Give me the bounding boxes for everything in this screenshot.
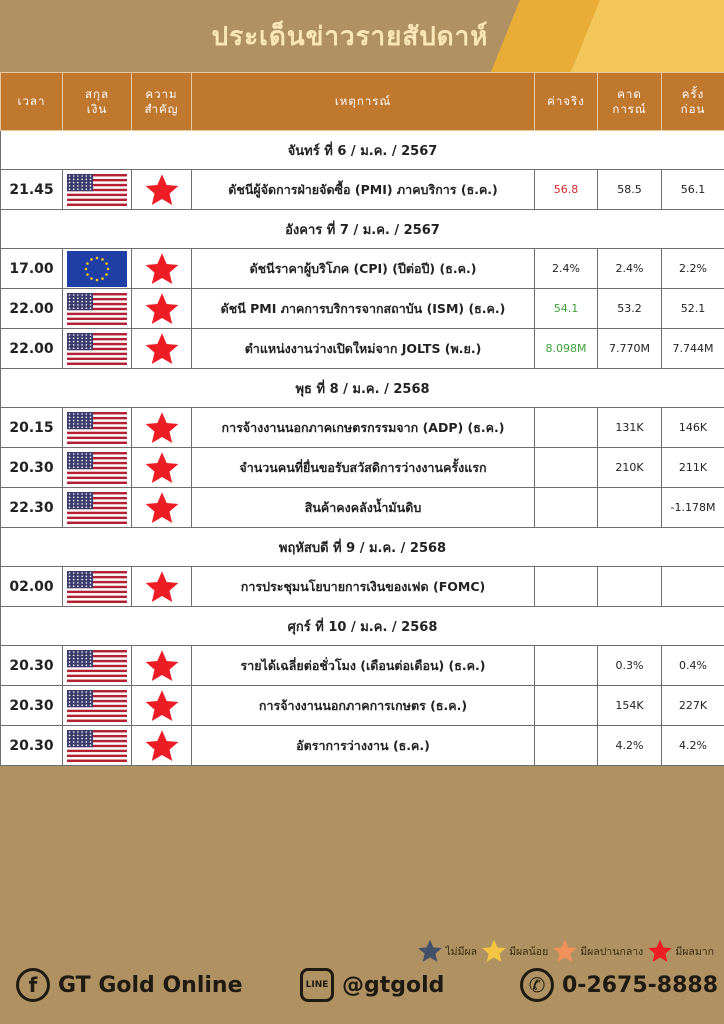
event-name: การจ้างงานนอกภาคเกษตรกรรมจาก (ADP) (ธ.ค.) [192, 408, 535, 448]
table-row [1, 726, 724, 766]
currency-cell [63, 448, 132, 488]
forecast-value: 154K [598, 686, 662, 726]
legend-star-icon [647, 938, 673, 964]
actual-value [535, 408, 598, 448]
previous-value: 2.2% [662, 249, 724, 289]
legend-label: มีผลปานกลาง [580, 945, 644, 958]
page-title: ประเด็นข่าวรายสัปดาห์ [211, 22, 489, 52]
us-flag [67, 174, 127, 206]
previous-value: 0.4% [662, 646, 724, 686]
table-row [1, 448, 724, 488]
event-time: 22.00 [1, 289, 63, 329]
event-time: 02.00 [1, 567, 63, 607]
legend-item [647, 938, 714, 964]
us-flag [67, 412, 127, 444]
legend-label: มีผลมาก [675, 945, 714, 958]
event-name: การประชุมนโยบายการเงินของเฟด (FOMC) [192, 567, 535, 607]
table-row [1, 686, 724, 726]
legend-item [552, 938, 643, 964]
actual-value [535, 726, 598, 766]
forecast-value: 210K [598, 448, 662, 488]
high-importance-star-icon [144, 490, 180, 526]
event-name: อัตราการว่างงาน (ธ.ค.) [192, 726, 535, 766]
day-header-row [1, 369, 724, 408]
importance-cell [132, 726, 192, 766]
high-importance-star-icon [144, 251, 180, 287]
currency-cell [63, 329, 132, 369]
us-flag [67, 333, 127, 365]
event-name: การจ้างงานนอกภาคการเกษตร (ธ.ค.) [192, 686, 535, 726]
legend-label: ไม่มีผล [445, 945, 478, 958]
legend-star-icon [417, 938, 443, 964]
forecast-value: 2.4% [598, 249, 662, 289]
day-label: ศุกร์ ที่ 10 / ม.ค. / 2568 [1, 607, 724, 646]
previous-value: 211K [662, 448, 724, 488]
forecast-value [598, 567, 662, 607]
high-importance-star-icon [144, 172, 180, 208]
legend-star-icon [552, 938, 578, 964]
header-importance: ความ สำคัญ [132, 73, 192, 131]
day-label: พุธ ที่ 8 / ม.ค. / 2568 [1, 369, 724, 408]
previous-value: 56.1 [662, 170, 724, 210]
us-flag [67, 571, 127, 603]
currency-cell [63, 567, 132, 607]
table-row [1, 170, 724, 210]
facebook-contact[interactable] [16, 968, 243, 1002]
forecast-value: 4.2% [598, 726, 662, 766]
importance-legend [415, 938, 714, 964]
importance-cell [132, 289, 192, 329]
event-name: ดัชนีราคาผู้บริโภค (CPI) (ปีต่อปี) (ธ.ค.) [192, 249, 535, 289]
forecast-value: 58.5 [598, 170, 662, 210]
high-importance-star-icon [144, 569, 180, 605]
page-header [0, 0, 724, 72]
facebook-icon: f [16, 968, 50, 1002]
legend-item [417, 938, 477, 964]
actual-value [535, 567, 598, 607]
event-time: 20.30 [1, 646, 63, 686]
header-previous: ครั้ง ก่อน [662, 73, 724, 131]
event-time: 20.30 [1, 726, 63, 766]
high-importance-star-icon [144, 648, 180, 684]
forecast-value: 131K [598, 408, 662, 448]
header-forecast: คาด การณ์ [598, 73, 662, 131]
table-row [1, 249, 724, 289]
importance-cell [132, 329, 192, 369]
event-time: 17.00 [1, 249, 63, 289]
importance-cell [132, 686, 192, 726]
event-time: 22.00 [1, 329, 63, 369]
importance-cell [132, 646, 192, 686]
actual-value [535, 448, 598, 488]
table-row [1, 289, 724, 329]
previous-value: 227K [662, 686, 724, 726]
importance-cell [132, 448, 192, 488]
header-currency: สกุล เงิน [63, 73, 132, 131]
previous-value: 146K [662, 408, 724, 448]
eu-flag [67, 251, 127, 287]
event-time: 20.15 [1, 408, 63, 448]
high-importance-star-icon [144, 688, 180, 724]
actual-value [535, 686, 598, 726]
day-label: พฤหัสบดี ที่ 9 / ม.ค. / 2568 [1, 528, 724, 567]
header-event: เหตุการณ์ [192, 73, 535, 131]
importance-cell [132, 408, 192, 448]
actual-value: 56.8 [535, 170, 598, 210]
currency-cell [63, 646, 132, 686]
importance-cell [132, 170, 192, 210]
legend-star-icon [481, 938, 507, 964]
legend-item [481, 938, 548, 964]
importance-cell [132, 488, 192, 528]
currency-cell [63, 289, 132, 329]
previous-value: 7.744M [662, 329, 724, 369]
currency-cell [63, 408, 132, 448]
day-header-row [1, 607, 724, 646]
day-label: จันทร์ ที่ 6 / ม.ค. / 2567 [1, 131, 724, 170]
forecast-value: 7.770M [598, 329, 662, 369]
phone-number: 0-2675-8888 [562, 972, 719, 998]
previous-value: 52.1 [662, 289, 724, 329]
phone-contact[interactable] [520, 968, 718, 1002]
high-importance-star-icon [144, 410, 180, 446]
day-label: อังคาร ที่ 7 / ม.ค. / 2567 [1, 210, 724, 249]
currency-cell [63, 170, 132, 210]
high-importance-star-icon [144, 331, 180, 367]
event-name: ตำแหน่งงานว่างเปิดใหม่จาก JOLTS (พ.ย.) [192, 329, 535, 369]
day-header-row [1, 131, 724, 170]
event-name: จำนวนคนที่ยื่นขอรับสวัสดิการว่างงานครั้งแรก [192, 448, 535, 488]
high-importance-star-icon [144, 450, 180, 486]
high-importance-star-icon [144, 728, 180, 764]
event-time: 21.45 [1, 170, 63, 210]
facebook-name: GT Gold Online [58, 972, 243, 998]
us-flag [67, 730, 127, 762]
actual-value: 2.4% [535, 249, 598, 289]
currency-cell [63, 686, 132, 726]
event-name: ดัชนี PMI ภาคการบริการจากสถาบัน (ISM) (ธ.ค.) [192, 289, 535, 329]
economic-calendar-table [0, 72, 724, 766]
event-name: สินค้าคงคลังน้ำมันดิบ [192, 488, 535, 528]
header-actual: ค่าจริง [535, 73, 598, 131]
currency-cell [63, 249, 132, 289]
day-header-row [1, 528, 724, 567]
previous-value: -1.178M [662, 488, 724, 528]
us-flag [67, 452, 127, 484]
actual-value: 8.098M [535, 329, 598, 369]
actual-value [535, 488, 598, 528]
table-body [1, 131, 724, 766]
table-row [1, 488, 724, 528]
forecast-value: 53.2 [598, 289, 662, 329]
actual-value [535, 646, 598, 686]
event-name: รายได้เฉลี่ยต่อชั่วโมง (เดือนต่อเดือน) (ธ.ค.) [192, 646, 535, 686]
us-flag [67, 650, 127, 682]
previous-value [662, 567, 724, 607]
table-row [1, 646, 724, 686]
us-flag [67, 690, 127, 722]
line-icon: LINE [300, 968, 334, 1002]
footer [0, 930, 724, 1024]
phone-icon: ✆ [520, 968, 554, 1002]
actual-value: 54.1 [535, 289, 598, 329]
line-id: @gtgold [342, 972, 445, 998]
header-time: เวลา [1, 73, 63, 131]
importance-cell [132, 249, 192, 289]
table-row [1, 567, 724, 607]
table-row [1, 408, 724, 448]
legend-label: มีผลน้อย [509, 945, 549, 958]
day-header-row [1, 210, 724, 249]
line-contact[interactable] [300, 968, 444, 1002]
table-row [1, 329, 724, 369]
table-header-row [1, 73, 724, 131]
event-time: 22.30 [1, 488, 63, 528]
currency-cell [63, 726, 132, 766]
currency-cell [63, 488, 132, 528]
us-flag [67, 492, 127, 524]
importance-cell [132, 567, 192, 607]
event-name: ดัชนีผู้จัดการฝ่ายจัดซื้อ (PMI) ภาคบริการ (ธ.ค.) [192, 170, 535, 210]
previous-value: 4.2% [662, 726, 724, 766]
forecast-value [598, 488, 662, 528]
forecast-value: 0.3% [598, 646, 662, 686]
us-flag [67, 293, 127, 325]
event-time: 20.30 [1, 686, 63, 726]
event-time: 20.30 [1, 448, 63, 488]
high-importance-star-icon [144, 291, 180, 327]
